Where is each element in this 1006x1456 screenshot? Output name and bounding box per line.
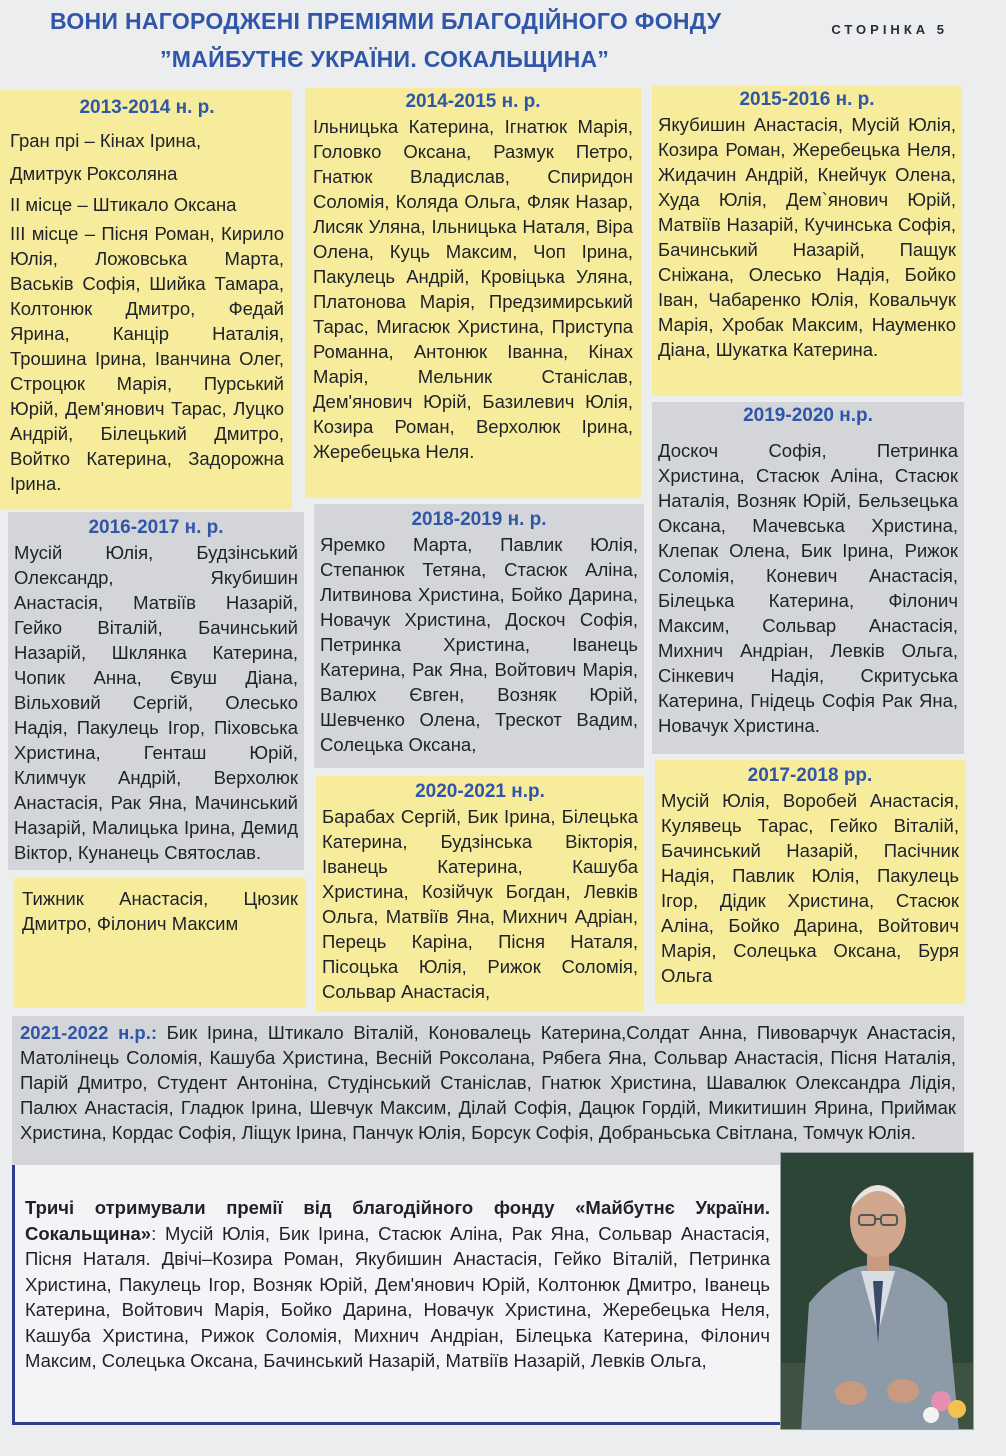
summary-thrice: : Мусій Юлія, Бик Ірина, Стасюк Аліна, Рак Яна, Сольвар Анастасія, Пісня Наталя. (25, 1222, 770, 1269)
award-text: III місце – Пісня Роман, Кирило Юлія, Ложовська Марта, Васьків Софія, Шийка Тамара, Колтонюк Дмитро, Федай Ярина, Канцір Наталія, Трошина Ірина, Іванчина Олег, Строцюк Марія, Пурський Юрій, Дем'янович Тарас, Луцко Андрій, Білецький Дмитро, Войтко Катерина, Задорожна Ірина. (10, 223, 284, 494)
section-2019-2020 (652, 402, 964, 754)
page-title-line2: ”МАЙБУТНЄ УКРАЇНИ. СОКАЛЬЩИНА” (160, 46, 610, 72)
award-line: II місце – Штикало Оксана (10, 194, 237, 215)
award-paragraph (20, 1020, 956, 1145)
award-text: Доскоч Софія, Петринка Христина, Стасюк Аліна, Стасюк Наталія, Возняк Юрій, Бельзецька Оксана, Мачевська Христина, Клепак Олена, Бик Ірина, Рижок Соломія, Коневич Анастасія, Білецька Катерина, Філонич Максим, Сольвар Анастасія, Михнич Андріан, Левків Ольга, Сінкевич Надія, Скритуська Катерина, Гнідець Софія Рак Яна, Новачук Христина. (658, 440, 958, 736)
award-text: Яремко Марта, Павлик Юлія, Степанюк Тетяна, Стасюк Аліна, Литвинова Христина, Бойко Дарина, Новачук Христина, Доскоч Софія, Петринка Христина, Іванець Катерина, Рак Яна, Войтович Марія, Валюх Євген, Возняк Юрій, Шевченко Олена, Трескот Вадим, Солецька Оксана, (320, 534, 638, 755)
section-2016-2017 (8, 512, 304, 870)
section-heading: 2020-2021 н.р. (415, 781, 545, 802)
page-title-line1: ВОНИ НАГОРОДЖЕНІ ПРЕМІЯМИ БЛАГОДІЙНОГО ФОНДУ (50, 8, 722, 34)
section-heading: 2013-2014 н. р. (79, 97, 215, 118)
section-heading: 2015-2016 н. р. (739, 89, 875, 110)
award-text: Якубишин Анастасія, Мусій Юлія, Козира Роман, Жеребецька Неля, Жидачин Андрій, Кнейчук Олена, Худа Юлія, Дем`янович Юрій, Матвіїв Назарій, Кучинська Софія, Бачинський Назарій, Пащук Сніжана, Олесько Надія, Бойко Іван, Чабаренко Юлія, Ковальчук Марія, Хробак Максим, Науменко Діана, Шукатка Катерина. (658, 114, 956, 360)
award-text: Мусій Юлія, Будзінський Олександр, Якубишин Анастасія, Матвіїв Назарій, Гейко Віталій, Бачинський Назарій, Шклянка Катерина, Чопик Анна, Євуш Діана, Вільховий Сергій, Олесько Надія, Пакулець Ігор, Піховська Христина, Генташ Юрій, Климчук Андрій, Верхолюк Анастасія, Рак Яна, Мачинський Назарій, Малицька Ірина, Демид Віктор, Кунанець Святослав. (14, 542, 298, 863)
section-heading: 2018-2019 н. р. (411, 509, 547, 530)
award-text: Тижник Анастасія, Цюзик Дмитро, Філонич Максим (22, 888, 298, 934)
section-heading: 2016-2017 н. р. (88, 517, 224, 538)
section-heading: 2019-2020 н.р. (743, 405, 873, 426)
section-heading: 2014-2015 н. р. (405, 91, 541, 112)
summary-lead: Тричі отримували премії від благодійного фонду «Майбутнє України. Сокальщина» (25, 1197, 770, 1244)
section-2021-2022 (12, 1016, 964, 1174)
section-2017-2018 (655, 760, 965, 1004)
award-line: Гран прі – Кінах Ірина, (10, 130, 202, 151)
section-2014-2015 (305, 88, 641, 498)
portrait-photo (780, 1152, 974, 1430)
section-2020-2021 (316, 776, 644, 1012)
page-number: СТОРІНКА 5 (831, 22, 948, 37)
award-line: Дмитрук Роксоляна (10, 163, 178, 184)
section-2013-2014 (0, 90, 292, 510)
section-2015-2016 (652, 86, 962, 396)
award-text: Ільницька Катерина, Ігнатюк Марія, Головко Оксана, Размук Петро, Гнатюк Владислав, Спиридон Соломія, Коляда Ольга, Фляк Назар, Лисяк Уляна, Ільницька Наталя, Віра Олена, Куць Максим, Чоп Ірина, Пакулець Андрій, Кровіцька Уляна, Платонова Марія, Предзимирський Тарас, Мигасюк Христина, Приступа Романна, Антонюк Іванна, Кінах Марія, Мельник Станіслав, Дем'янович Юрій, Базилевич Юлія, Козира Роман, Верхолюк Ірина, Жеребецька Неля. (313, 116, 633, 462)
summary-paragraph (25, 1195, 770, 1374)
section-heading: 2017-2018 рр. (747, 765, 873, 786)
summary-twice: Двічі–Козира Роман, Якубишин Анастасія, Гейко Віталій, Петринка Христина, Пакулець Ігор, Возняк Юрій, Дем'янович Юрій, Колтонюк Дмитро, Іванець Катерина, Войтович Марія, Бойко Дарина, Новачук Христина, Жеребецька Неля, Кашуба Христина, Рижок Соломія, Михнич Андріан, Білецька Катерина, Філонич Максим, Солецька Оксана, Бачинський Назарій, Матвіїв Назарій, Левків Ольга, (25, 1248, 770, 1371)
section-2016-2017-extra (14, 878, 306, 1008)
award-text: Барабах Сергій, Бик Ірина, Білецька Катерина, Будзінська Вікторія, Іванець Катерина, Кашуба Христина, Козійчук Богдан, Левків Ольга, Матвіїв Яна, Михнич Адріан, Перець Каріна, Пісня Наталя, Пісоцька Юлія, Рижок Соломія, Сольвар Анастасія, (322, 806, 638, 1002)
award-text: Бик Ірина, Штикало Віталій, Коновалець Катерина,Солдат Анна, Пивоварчук Анастасія, Матолінець Соломія, Кашуба Христина, Весній Роксолана, Рябега Яна, Сольвар Анастасія, Пісня Наталія, Парій Дмитро, Студент Антоніна, Студінський Станіслав, Гнатюк Христина, Шавалюк Олександра Лідія, Палюх Анастасія, Гладюк Ірина, Шевчук Максим, Ділай Софія, Дацюк Гордій, Микитишин Ярина, Приймак Христина, Кордас Софія, Ліщук Ірина, Панчук Юлія, Борсук Софія, Добраньська Світлана, Томчук Юлія. (20, 1022, 956, 1143)
section-2018-2019 (314, 504, 644, 768)
section-heading: 2021-2022 н.р.: (20, 1022, 158, 1043)
summary-box (12, 1165, 782, 1425)
award-text: Мусій Юлія, Воробей Анастасія, Кулявець Тарас, Гейко Віталій, Бачинський Назарій, Пасічник Надія, Павлик Юлія, Пакулець Ігор, Дідик Христина, Стасюк Аліна, Бойко Дарина, Войтович Марія, Солецька Оксана, Буря Ольга (661, 790, 959, 986)
